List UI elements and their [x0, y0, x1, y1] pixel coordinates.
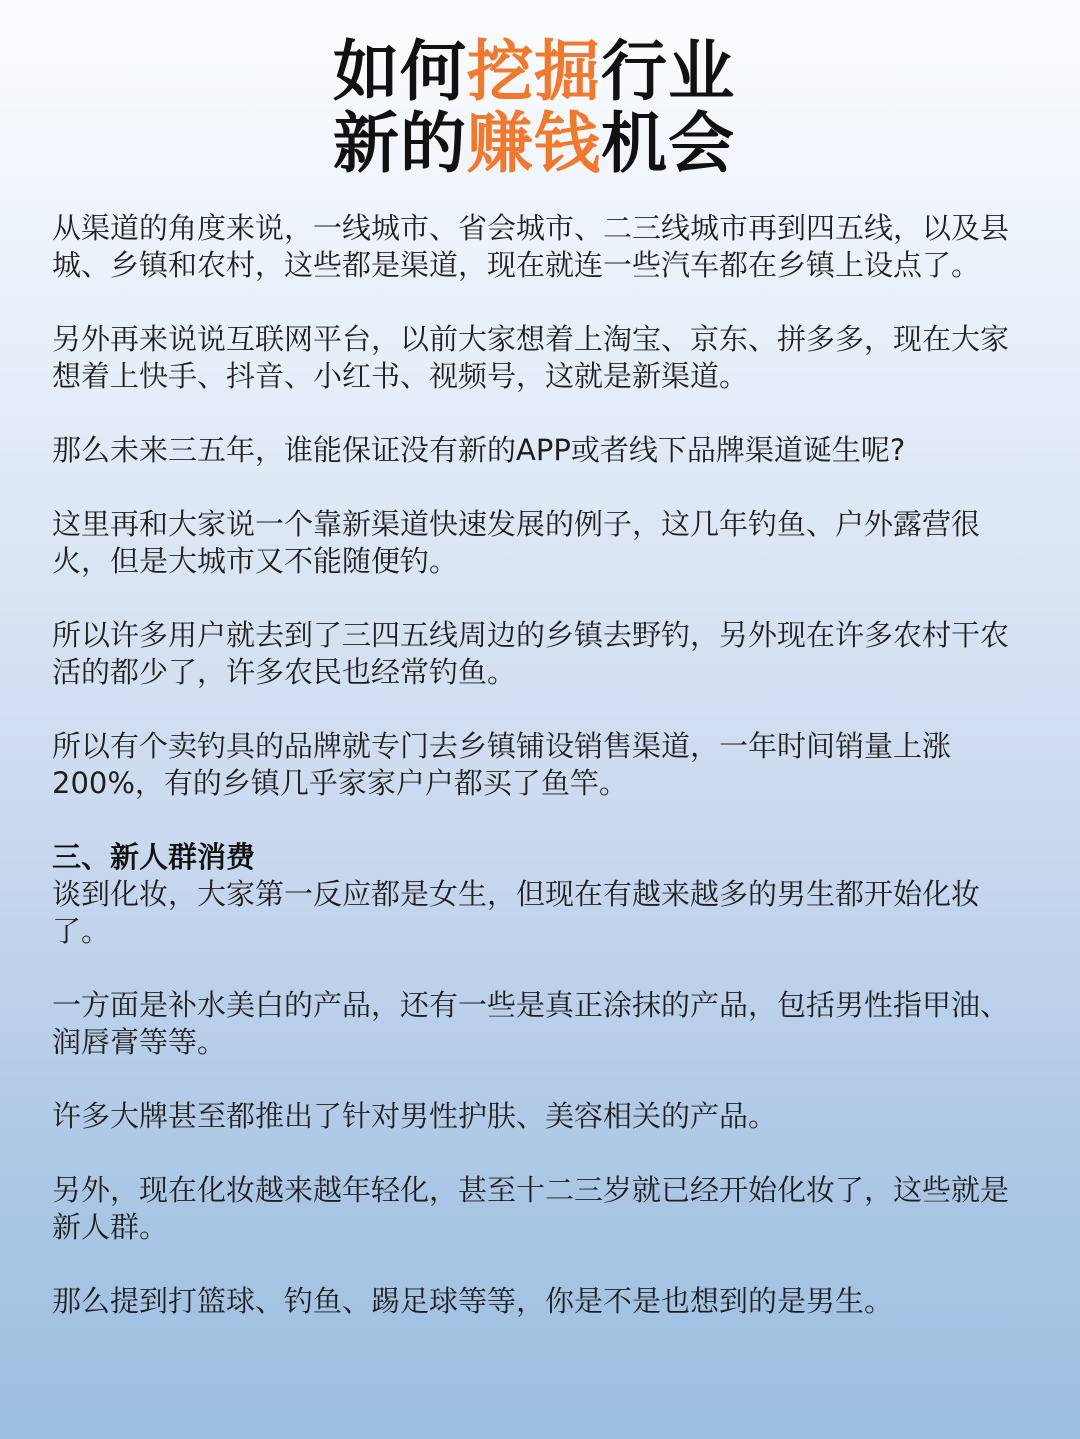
title-text: 新的 [333, 105, 467, 182]
paragraph: 一方面是补水美白的产品，还有一些是真正涂抹的产品，包括男性指甲油、润唇膏等等。 [52, 988, 1010, 1059]
title-accent-text: 挖掘 [467, 33, 601, 110]
paragraph: 所以有个卖钓具的品牌就专门去乡镇铺设销售渠道，一年时间销量上涨200%，有的乡镇几乎家家户户都买了鱼竿。 [52, 729, 952, 800]
section-heading: 三、新人群消费 [52, 840, 256, 874]
paragraph: 所以许多用户就去到了三四五线周边的乡镇去野钓，另外现在许多农村干农活的都少了，许多农民也经常钓鱼。 [52, 618, 1010, 689]
title-text: 机会 [601, 105, 735, 182]
title-line-1 [52, 33, 1016, 110]
title-text: 如何 [333, 33, 467, 110]
paragraph: 从渠道的角度来说，一线城市、省会城市、二三线城市再到四五线，以及县城、乡镇和农村，这些都是渠道，现在就连一些汽车都在乡镇上设点了。 [52, 211, 1010, 282]
title-text: 行业 [601, 33, 735, 110]
paragraph: 谈到化妆，大家第一反应都是女生，但现在有越来越多的男生都开始化妆了。 [52, 877, 981, 948]
paragraph: 另外，现在化妆越来越年轻化，甚至十二三岁就已经开始化妆了，这些就是新人群。 [52, 1173, 1010, 1244]
paragraph: 这里再和大家说一个靠新渠道快速发展的例子，这几年钓鱼、户外露营很火，但是大城市又不能随便钓。 [52, 507, 981, 578]
page-title [52, 33, 1016, 182]
paragraph: 那么未来三五年，谁能保证没有新的APP或者线下品牌渠道诞生呢? [52, 433, 906, 467]
paragraph: 许多大牌甚至都推出了针对男性护肤、美容相关的产品。 [52, 1099, 778, 1133]
paragraph: 那么提到打篮球、钓鱼、踢足球等等，你是不是也想到的是男生。 [52, 1284, 894, 1318]
title-line-2 [52, 105, 1016, 182]
title-accent-text: 赚钱 [467, 105, 601, 182]
paragraph: 另外再来说说互联网平台，以前大家想着上淘宝、京东、拼多多，现在大家想着上快手、抖音、小红书、视频号，这就是新渠道。 [52, 322, 1010, 393]
